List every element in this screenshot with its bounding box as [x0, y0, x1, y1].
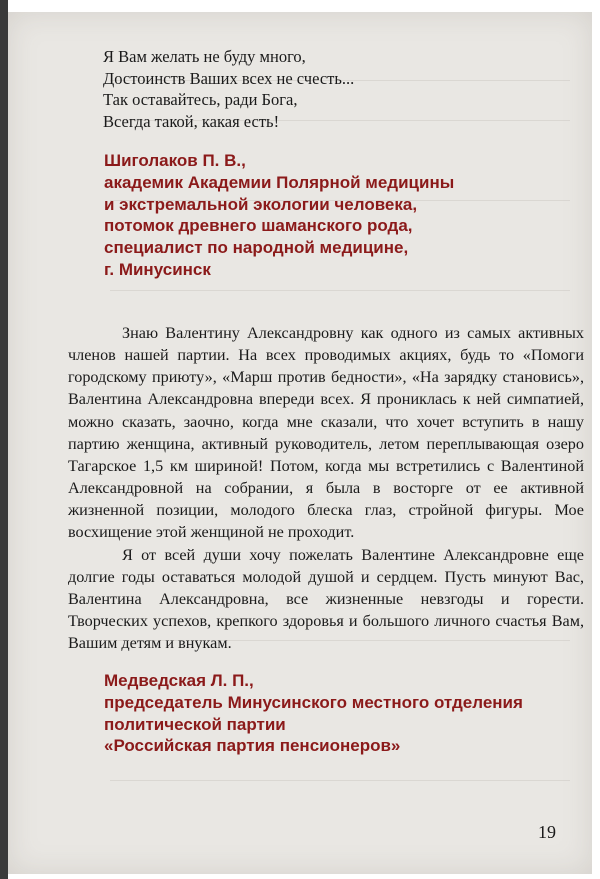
paragraph: Знаю Валентину Александровну как одного из самых активных членов нашей партии. На всех проводимых акциях, будь то «Помоги городскому приюту», «Марш против бедности», «На зарядку становись», Валентина Александровна впереди всех. Я прониклась к ней симпатией, можно сказать, заочно, когда мне сказали, что хочет вступить в нашу партию женщина, активный руководитель, летом переплывающая озеро Тагарское 1,5 км шириной! Потом, когда мы встретились с Валентиной Александровной на собрании, я была в восторге от ее активной жизненной позиции, молодого блеска глаз, стройной фигуры. Мое восхищение этой женщиной не проходит. — [68, 324, 584, 542]
testimonial-text — [68, 322, 584, 654]
author-line: председатель Минусинского местного отделения — [104, 692, 523, 712]
scan-edge — [0, 0, 8, 879]
poem-line: Достоинств Ваших всех не счесть... — [103, 68, 355, 88]
author-signature-medvedskaya — [104, 670, 523, 757]
poem-line: Так оставайтесь, ради Бога, — [103, 90, 298, 109]
author-line: потомок древнего шаманского рода, — [104, 216, 413, 236]
author-signature-shigolakov — [104, 150, 454, 281]
poem-line: Всегда такой, какая есть! — [103, 111, 280, 131]
author-line: специалист по народной медицине, — [104, 238, 409, 258]
author-line: «Российская партия пенсионеров» — [104, 736, 401, 756]
author-line: политической партии — [104, 714, 286, 734]
poem-line: Я Вам желать не буду много, — [103, 47, 306, 66]
poem — [103, 46, 354, 132]
paragraph: Я от всей души хочу пожелать Валентине Александровне еще долгие годы оставаться молодой душой и сердцем. Пусть минуют Вас, Валентина Александровна, все жизненные невзгоды и горести. Творческих успехов, крепкого здоровья и большого личного счастья Вам, Вашим детям и внукам. — [68, 545, 584, 653]
author-line: г. Минусинск — [104, 259, 211, 279]
author-line: академик Академии Полярной медицины — [104, 172, 455, 192]
author-line: и экстремальной экологии человека, — [104, 194, 418, 214]
author-line: Медведская Л. П., — [104, 671, 254, 690]
page-number: 19 — [538, 822, 556, 842]
show-through-line — [110, 290, 570, 291]
author-line: Шиголаков П. В., — [104, 151, 246, 170]
show-through-line — [110, 780, 570, 781]
